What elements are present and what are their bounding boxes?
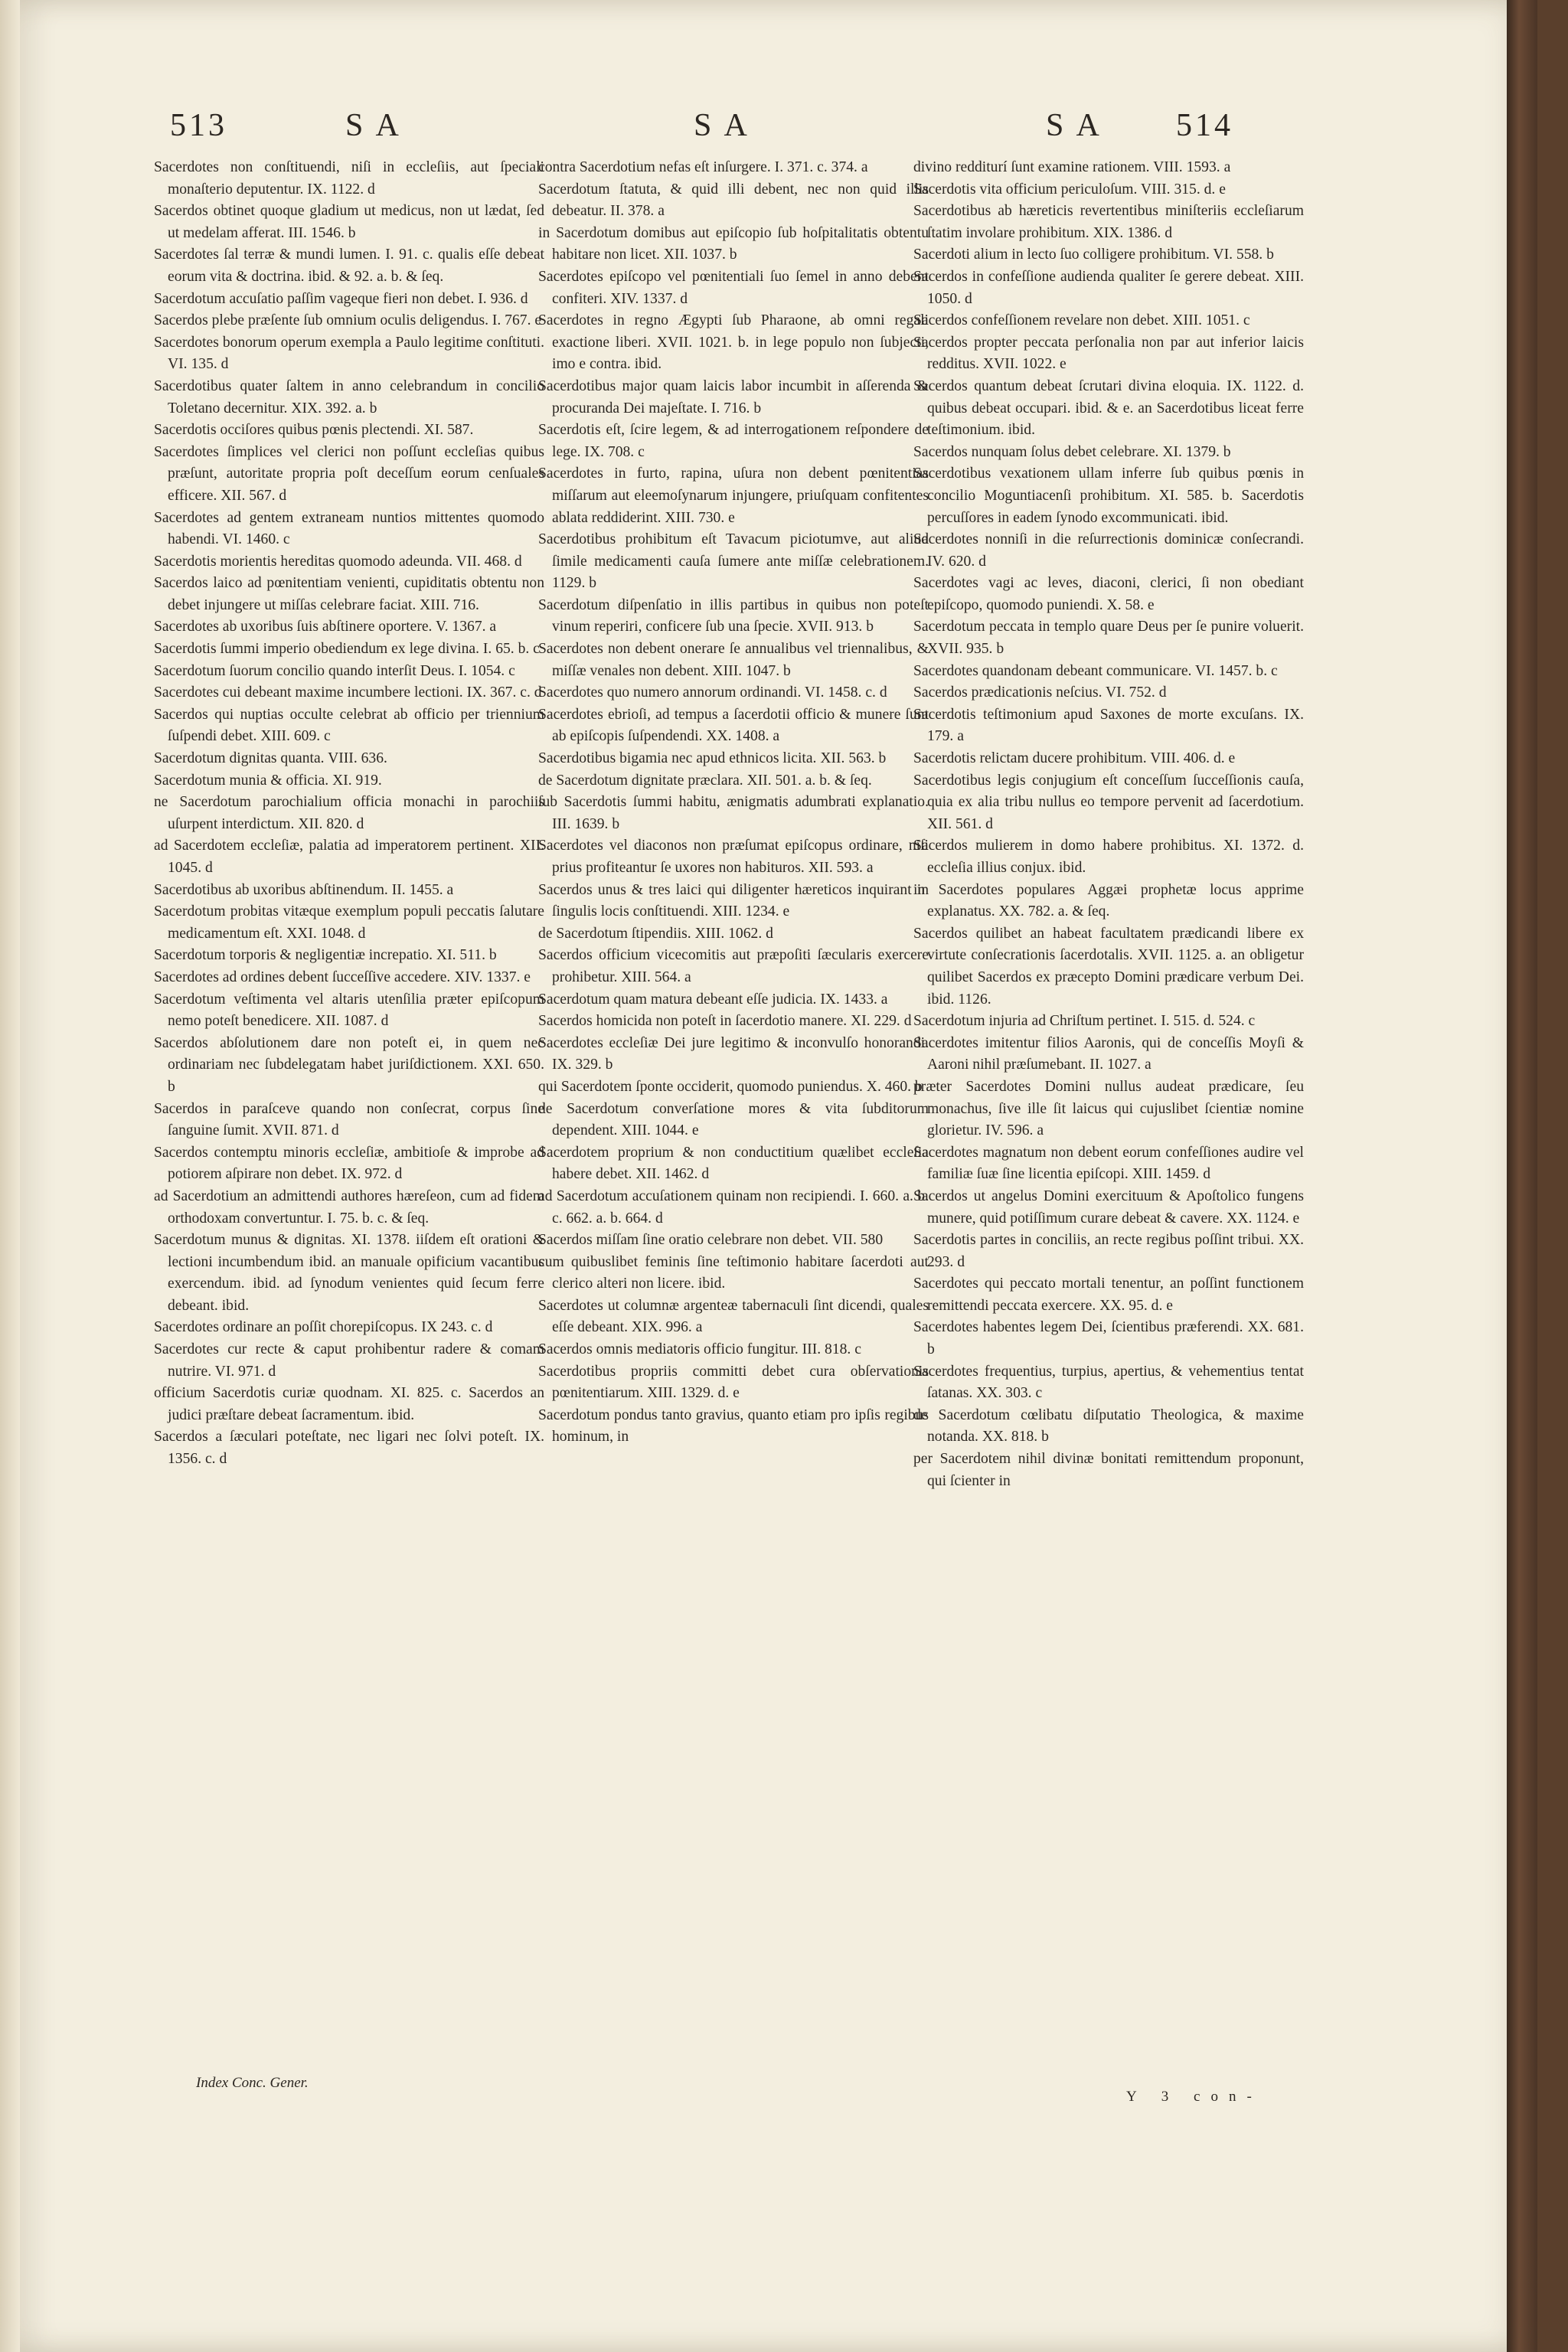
index-entry: Sacerdotes quandonam debeant communicare. VI. 1457. b. c <box>913 662 1278 679</box>
index-entry: Sacerdotum peccata in templo quare Deus per ſe punire voluerit. XVII. 935. b <box>913 619 1304 658</box>
index-column-3 <box>913 157 1304 1492</box>
index-entry: Sacerdotes ad gentem extraneam nuntios mittentes quomodo habendi. VI. 1460. c <box>154 509 544 548</box>
index-entry: officium Sacerdotis curiæ quodnam. XI. 825. c. Sacerdos an judici præſtare debeat ſacramentum. ibid. <box>154 1385 544 1423</box>
signature-mark: Y 3 <box>1126 2089 1180 2105</box>
book-page <box>20 0 1537 2352</box>
index-entry: Sacerdos confeſſionem revelare non debet. XIII. 1051. c <box>913 312 1250 329</box>
index-entry: Sacerdotes ab uxoribus ſuis abſtinere oportere. V. 1367. a <box>154 619 497 635</box>
index-entry: Sacerdotibus prohibitum eſt Tavacum piciotumve, aut aliud ſimile medicamenti cauſa ſumere ante miſſæ celebrationem. 1129. b <box>538 531 929 592</box>
index-entry: Sacerdotibus major quam laicis labor incumbit in aſſerenda & procuranda Dei majeſtate. I. 716. b <box>538 377 929 416</box>
page-number-right: 514 <box>1176 108 1233 143</box>
index-entry: Sacerdotis partes in conciliis, an recte regibus poſſint tribui. XX. 293. d <box>913 1232 1304 1270</box>
index-entry: Sacerdotum munus & dignitas. XI. 1378. iiſdem eſt orationi & lectioni incumbendum ibid. an manuale opificium vacantibus exercendum. ibid. ad ſynodum venientes quid ſecum ferre debeant. ibid. <box>154 1232 544 1314</box>
index-entry: Sacerdos contemptu minoris eccleſiæ, ambitioſe & improbe ad potiorem aſpirare non debet. IX. 972. d <box>154 1144 544 1183</box>
index-entry: in Sacerdotum domibus aut epiſcopio ſub hoſpitalitatis obtentu habitare non licet. XII. 1037. b <box>538 224 929 263</box>
index-entry: Sacerdotum injuria ad Chriſtum pertinet. I. 515. d. 524. c <box>913 1013 1256 1030</box>
index-entry: Sacerdotibus quater ſaltem in anno celebrandum in concilio Toletano decernitur. XIX. 392. a. b <box>154 377 544 416</box>
index-entry: Sacerdotes ut columnæ argenteæ tabernaculi ſint dicendi, quales eſſe debeant. XIX. 996. a <box>538 1297 929 1336</box>
index-entry: Sacerdotis ſummi imperio obediendum ex lege divina. I. 65. b. c <box>154 641 540 658</box>
index-entry: Sacerdotibus vexationem ullam inferre ſub quibus pœnis in concilio Moguntiacenſi prohibitum. XI. 585. b. Sacerdotis percuſſores in eadem ſynodo excommunicati. ibid. <box>913 466 1304 526</box>
index-entry: Sacerdos propter peccata perſonalia non par aut inferior laicis redditus. XVII. 1022. e <box>913 334 1304 373</box>
book-cover-edge <box>1507 0 1537 2352</box>
index-entry: Sacerdotibus propriis committi debet cura obſervationis pœnitentiarum. XIII. 1329. d. e <box>538 1363 929 1402</box>
index-entry: Sacerdotum accuſatio paſſim vageque fieri non debet. I. 936. d <box>154 290 528 307</box>
index-entry: Sacerdos omnis mediatoris officio fungitur. III. 818. c <box>538 1341 861 1358</box>
index-entry: Sacerdotes cui debeant maxime incumbere lectioni. IX. 367. c. d <box>154 684 542 701</box>
index-entry: Sacerdotes bonorum operum exempla a Paulo legitime conſtituti. VI. 135. d <box>154 334 544 373</box>
index-entry: Sacerdos plebe præſente ſub omnium oculis deligendus. I. 767. e <box>154 312 542 329</box>
index-entry: Sacerdos quilibet an habeat facultatem prædicandi libere ex virtute conſecrationis ſacerdotalis. XVII. 1125. a. an obligetur quilibet Sacerdos ex præcepto Domini prædicare verbum Dei. ibid. 1126. <box>913 925 1304 1008</box>
index-entry: Sacerdotes epiſcopo vel pœnitentiali ſuo ſemel in anno debent confiteri. XIV. 1337. d <box>538 268 929 307</box>
index-entry: Sacerdotes non debent onerare ſe annualibus vel triennalibus, & miſſæ venales non debent. XIII. 1047. b <box>538 641 929 679</box>
index-entry: Sacerdotes imitentur filios Aaronis, qui de conceſſis Moyſi & Aaroni nihil præſumebant. II. 1027. a <box>913 1034 1304 1073</box>
index-entry: Sacerdotis occiſores quibus pœnis plectendi. XI. 587. <box>154 422 474 439</box>
index-entry: de Sacerdotum dignitate præclara. XII. 501. a. b. & ſeq. <box>538 772 872 789</box>
index-entry: Sacerdos ut angelus Domini exercituum & Apoſtolico fungens munere, quid potiſſimum curare debeat & cavere. XX. 1124. e <box>913 1187 1304 1227</box>
index-entry: Sacerdotes in regno Ægypti ſub Pharaone, ab omni regali exactione liberi. XVII. 1021. b. in lege populo non ſubjecti, imo e contra. ibid. <box>538 312 929 373</box>
index-column-2 <box>538 157 929 1449</box>
index-entry: Sacerdotis vita officium periculoſum. VIII. 315. d. e <box>913 181 1226 198</box>
index-entry: Sacerdotum torporis & negligentiæ increpatio. XI. 511. b <box>154 947 497 964</box>
index-entry: Sacerdotis morientis hereditas quomodo adeunda. VII. 468. d <box>154 553 522 570</box>
index-entry: Sacerdotes ebrioſi, ad tempus a ſacerdotii officio & munere ſunt ab epiſcopis ſuſpendendi. XX. 1408. a <box>538 706 929 745</box>
running-header <box>20 107 1537 161</box>
index-entry: Sacerdotes qui peccato mortali tenentur, an poſſint functionem remittendi peccata exercere. XX. 95. d. e <box>913 1276 1304 1314</box>
index-entry: Sacerdotum munia & officia. XI. 919. <box>154 772 382 789</box>
index-entry: Sacerdotum quam matura debeant eſſe judicia. IX. 1433. a <box>538 991 888 1008</box>
index-entry: Sacerdos in paraſceve quando non conſecrat, corpus ſine ſanguine ſumit. XVII. 871. d <box>154 1100 544 1139</box>
index-entry: Sacerdotis teſtimonium apud Saxones de morte excuſans. IX. 179. a <box>913 706 1304 745</box>
index-entry: Sacerdotes habentes legem Dei, ſcientibus præferendi. XX. 681. b <box>913 1319 1304 1358</box>
index-entry: Sacerdos mulierem in domo habere prohibitus. XI. 1372. d. eccleſia illius conjux. ibid. <box>913 838 1304 876</box>
index-entry: de Sacerdotum cœlibatu diſputatio Theologica, & maxime notanda. XX. 818. b <box>913 1406 1304 1446</box>
headword-middle: S A <box>694 108 750 143</box>
index-entry: Sacerdotibus ab uxoribus abſtinendum. II. 1455. a <box>154 881 454 898</box>
index-entry: ſub Sacerdotis ſummi habitu, ænigmatis adumbrati explanatio. III. 1639. b <box>538 794 929 832</box>
index-entry: Sacerdotes in furto, rapina, uſura non debent pœnitentias miſſarum aut eleemoſynarum injungere, priuſquam confitentes ablata reddiderint. XIII. 730. e <box>538 466 929 526</box>
index-entry: Sacerdotes vel diaconos non præſumat epiſcopus ordinare, niſi prius profiteantur ſe uxores non habituros. XII. 593. a <box>538 838 929 876</box>
index-entry: Sacerdotum veſtimenta vel altaris utenſilia præter epiſcopum nemo poteſt benedicere. XII. 1087. d <box>154 991 544 1030</box>
index-entry: qui Sacerdotem ſponte occiderit, quomodo puniendus. X. 460. b <box>538 1078 923 1095</box>
index-entry: Sacerdoti alium in lecto ſuo colligere prohibitum. VI. 558. b <box>913 247 1274 263</box>
index-entry: Sacerdotes ordinare an poſſit chorepiſcopus. IX 243. c. d <box>154 1319 493 1336</box>
index-entry: Sacerdos miſſam ſine oratio celebrare non debet. VII. 580 <box>538 1232 884 1249</box>
index-entry: Sacerdos prædicationis neſcius. VI. 752. d <box>913 684 1167 701</box>
index-entry: Sacerdotibus legis conjugium eſt conceſſum ſucceſſionis cauſa, quia ex alia tribu nullus eo tempore pervenit ad ſacerdotium. XII. 561. d <box>913 772 1304 832</box>
index-entry: per Sacerdotem nihil divinæ bonitati remittendum proponunt, qui ſcienter in <box>913 1451 1304 1489</box>
index-entry: Sacerdotes magnatum non debent eorum confeſſiones audire vel familiæ ſuæ ſine licentia epiſcopi. XIII. 1459. d <box>913 1144 1304 1183</box>
index-entry: Sacerdotes ſimplices vel clerici non poſſunt eccleſias quibus præſunt, autoritate propria poſt deceſſum eorum cenſuales efficere. XII. 567. d <box>154 443 544 504</box>
page-number-left: 513 <box>170 108 227 143</box>
index-column-1 <box>154 157 544 1471</box>
index-entry: Sacerdos nunquam ſolus debet celebrare. XI. 1379. b <box>913 443 1231 460</box>
index-entry: Sacerdos quantum debeat ſcrutari divina eloquia. IX. 1122. d. quibus debeat occupari. ibid. & e. an Sacerdotibus liceat ferre teſtimonium. ibid. <box>913 377 1304 439</box>
signature-mark-and-catchword <box>1126 2089 1263 2105</box>
index-entry: Sacerdos unus & tres laici qui diligenter hæreticos inquirant in ſingulis locis conſtituendi. XIII. 1234. e <box>538 881 929 920</box>
index-entry: Sacerdotes quo numero annorum ordinandi. VI. 1458. c. d <box>538 684 887 701</box>
index-entry: Sacerdotum probitas vitæque exemplum populi peccatis ſalutare medicamentum eſt. XXI. 1048. d <box>154 903 544 942</box>
index-entry: Sacerdotes frequentius, turpius, apertius, & vehementius tentat ſatanas. XX. 303. c <box>913 1363 1304 1402</box>
catchword: con- <box>1194 2089 1263 2105</box>
index-entry: ad Sacerdotem eccleſiæ, palatia ad imperatorem pertinent. XII. 1045. d <box>154 838 544 876</box>
index-entry: Sacerdotum dignitas quanta. VIII. 636. <box>154 750 387 767</box>
index-entry: Sacerdotis eſt, ſcire legem, & ad interrogationem reſpondere de lege. IX. 708. c <box>538 422 929 460</box>
index-entry: Sacerdotibus bigamia nec apud ethnicos licita. XII. 563. b <box>538 750 887 767</box>
index-entry: Sacerdotes nonniſi in die reſurrectionis dominicæ conſecrandi. IV. 620. d <box>913 531 1304 570</box>
index-entry: Sacerdos obtinet quoque gladium ut medicus, non ut lædat, ſed ut medelam afferat. III. 1546. b <box>154 203 544 241</box>
index-entry: Sacerdos officium vicecomitis aut præpoſiti ſæcularis exercere prohibetur. XIII. 564. a <box>538 947 929 985</box>
signature-line: Index Conc. Gener. <box>196 2075 309 2091</box>
index-entry: contra Sacerdotium nefas eſt inſurgere. I. 371. c. 374. a <box>538 159 868 175</box>
index-entry: Sacerdotes non conſtituendi, niſi in eccleſiis, aut ſpeciali monaſterio deputentur. IX. 1122. d <box>154 159 544 198</box>
index-entry: Sacerdotes ad ordines debent ſucceſſive accedere. XIV. 1337. e <box>154 969 531 985</box>
index-entry: ad Sacerdotum accuſationem quinam non recipiendi. I. 660. a. b. c. 662. a. b. 664. d <box>538 1187 929 1227</box>
index-entry: Sacerdos a ſæculari poteſtate, nec ligari nec ſolvi poteſt. IX. 1356. c. d <box>154 1429 544 1468</box>
facing-page-edge <box>0 0 21 2352</box>
index-entry: Sacerdos homicida non poteſt in ſacerdotio manere. XI. 229. d <box>538 1013 912 1030</box>
index-entry: Sacerdos qui nuptias occulte celebrat ab officio per triennium ſuſpendi debet. XIII. 609. c <box>154 706 544 745</box>
index-entry: Sacerdos in confeſſione audienda qualiter ſe gerere debeat. XIII. 1050. d <box>913 268 1304 307</box>
index-entry: Sacerdotes eccleſiæ Dei jure legitimo & inconvulſo honorandi. IX. 329. b <box>538 1034 929 1073</box>
index-entry: Sacerdotes cur recte & caput prohibentur radere & comam nutrire. VI. 971. d <box>154 1341 544 1380</box>
index-entry: præter Sacerdotes Domini nullus audeat prædicare, ſeu monachus, ſive ille ſit laicus qui cujuslibet ſcientiæ nomine glorietur. IV. 596. a <box>913 1078 1304 1139</box>
index-entry: Sacerdotis relictam ducere prohibitum. VIII. 406. d. e <box>913 750 1236 767</box>
index-entry: Sacerdos abſolutionem dare non poteſt ei, in quem nec ordinariam nec ſubdelegatam habet juriſdictionem. XXI. 650. b <box>154 1034 544 1095</box>
index-entry: ad Sacerdotium an admittendi authores hæreſeon, cum ad fidem orthodoxam convertuntur. I. 75. b. c. & ſeq. <box>154 1187 544 1227</box>
index-entry: Sacerdotum diſpenſatio in illis partibus in quibus non poteſt vinum reperiri, conficere ſub una ſpecie. XVII. 913. b <box>538 596 929 635</box>
index-entry: Sacerdotes ſal terræ & mundi lumen. I. 91. c. qualis eſſe debeat eorum vita & doctrina. ibid. & 92. a. b. & ſeq. <box>154 247 544 285</box>
headword-right: S A <box>1046 108 1102 143</box>
index-entry: divino redditurí ſunt examine rationem. VIII. 1593. a <box>913 159 1231 175</box>
index-entry: Sacerdos laico ad pœnitentiam venienti, cupiditatis obtentu non debet injungere ut miſſas celebrare faciat. XIII. 716. <box>154 575 544 613</box>
index-entry: ne Sacerdotum parochialium officia monachi in parochiis uſurpent interdictum. XII. 820. d <box>154 794 544 832</box>
index-entry: de Sacerdotum ſtipendiis. XIII. 1062. d <box>538 925 773 942</box>
index-entry: Sacerdotem proprium & non conductitium quælibet eccleſia habere debet. XII. 1462. d <box>538 1144 929 1183</box>
index-entry: Sacerdotum ſuorum concilio quando interſit Deus. I. 1054. c <box>154 662 515 679</box>
index-entry: de Sacerdotum converſatione mores & vita ſubditorum dependent. XIII. 1044. e <box>538 1100 929 1139</box>
index-entry: Sacerdotes vagi ac leves, diaconi, clerici, ſi non obediant epiſcopo, quomodo puniendi. X. 58. e <box>913 575 1304 613</box>
index-entry: Sacerdotibus ab hæreticis revertentibus miniſteriis eccleſiarum ſtatim involare prohibitum. XIX. 1386. d <box>913 203 1304 241</box>
index-entry: cum quibuslibet feminis ſine teſtimonio habitare ſacerdoti aut clerico alteri non licere. ibid. <box>538 1253 929 1292</box>
index-entry: Sacerdotum pondus tanto gravius, quanto etiam pro ipſis regibus hominum, in <box>538 1406 929 1446</box>
headword-left: S A <box>345 108 402 143</box>
index-entry: Sacerdotum ſtatuta, & quid illi debent, nec non quid illis debeatur. II. 378. a <box>538 181 929 220</box>
index-entry: in Sacerdotes populares Aggæi prophetæ locus apprime explanatus. XX. 782. a. & ſeq. <box>913 881 1304 920</box>
